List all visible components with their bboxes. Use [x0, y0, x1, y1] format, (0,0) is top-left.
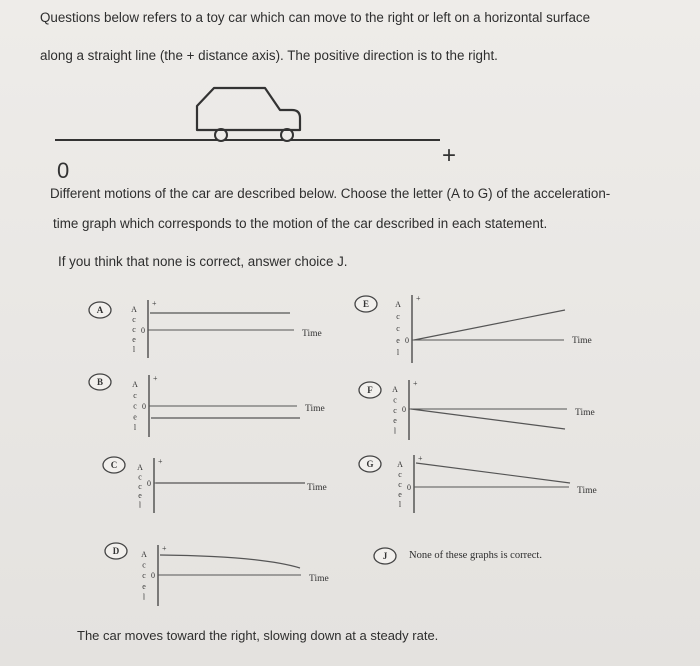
time-axis-label: Time: [572, 336, 592, 346]
graph-choice-g: [359, 454, 597, 513]
axis-letter: A: [397, 460, 403, 469]
axis-letter: c: [142, 571, 146, 581]
instructions-line-3: If you think that none is correct, answer choice J.: [58, 254, 348, 269]
time-axis-label: Time: [307, 483, 327, 493]
axis-letter: e: [398, 490, 402, 499]
axis-letter: A: [395, 300, 401, 309]
choice-letter: J: [382, 551, 388, 561]
axis-letter: c: [138, 472, 142, 482]
intro-line-2: along a straight line (the + distance axis). The positive direction is to the right.: [40, 48, 498, 63]
axis-letter: l: [142, 592, 146, 602]
axis-letter: c: [133, 401, 137, 411]
axis-letter: c: [393, 405, 397, 415]
axis-letter: e: [138, 491, 142, 501]
choice-letter: G: [366, 459, 374, 469]
axis-letter: c: [133, 390, 137, 400]
statement-text: The car moves toward the right, slowing down at a steady rate.: [77, 628, 439, 643]
axis-letter: A: [131, 305, 137, 314]
axis-zero-label: 0: [142, 402, 146, 411]
axis-letter: A: [141, 550, 147, 559]
graph-choice-d: [105, 543, 329, 606]
axis-plus-mark: +: [416, 294, 421, 303]
axis-letter: c: [393, 395, 397, 405]
axis-letter: e: [132, 335, 136, 344]
positive-label: +: [442, 142, 457, 169]
axis-letter: c: [396, 324, 400, 333]
graph-choice-c: [103, 457, 327, 513]
axis-plus-mark: +: [153, 374, 158, 383]
axis-letter: A: [137, 463, 143, 472]
graph-choice-e: [355, 294, 592, 363]
axis-plus-mark: +: [418, 454, 423, 463]
axis-zero-label: 0: [147, 479, 151, 488]
axis-plus-mark: +: [158, 457, 163, 466]
choice-j: [374, 548, 396, 564]
graph-choice-b: [89, 374, 325, 437]
axis-plus-mark: +: [413, 379, 418, 388]
axis-zero-label: 0: [405, 336, 409, 345]
axis-letter: e: [142, 581, 146, 591]
axis-plus-mark: +: [152, 299, 157, 308]
origin-label: 0: [57, 158, 70, 183]
axis-zero-label: 0: [407, 483, 411, 492]
graph-curve: [414, 310, 565, 340]
time-axis-label: Time: [575, 408, 595, 418]
choice-letter: C: [110, 460, 118, 470]
axis-plus-mark: +: [162, 544, 167, 553]
axis-letter: c: [398, 470, 402, 479]
axis-letter: c: [398, 480, 402, 489]
axis-letter: c: [132, 315, 136, 324]
axis-letter: l: [138, 500, 142, 510]
axis-letter: l: [393, 426, 397, 436]
graph-curve: [160, 555, 300, 568]
time-axis-label: Time: [305, 404, 325, 414]
axis-letter: l: [132, 345, 136, 354]
axis-letter: A: [392, 385, 398, 394]
axis-zero-label: 0: [141, 326, 145, 335]
instructions-line-2: time graph which corresponds to the motion of the car described in each statement.: [53, 216, 548, 231]
graph-curve: [416, 463, 570, 483]
instructions-line-1: Different motions of the car are described below. Choose the letter (A to G) of the acceleration-: [50, 186, 611, 201]
axis-letter: l: [396, 348, 400, 357]
choice-letter: A: [96, 305, 104, 315]
axis-letter: l: [133, 423, 137, 433]
axis-letter: e: [396, 336, 400, 345]
axis-letter: c: [142, 560, 146, 570]
time-axis-label: Time: [309, 574, 329, 584]
axis-letter: e: [133, 412, 137, 422]
axis-zero-label: 0: [402, 405, 406, 414]
axis-letter: A: [132, 380, 138, 389]
axis-letter: c: [396, 312, 400, 321]
choice-letter: B: [96, 377, 104, 387]
graph-choice-a: [89, 299, 322, 358]
axis-letter: c: [138, 481, 142, 491]
graph-curve: [411, 409, 565, 429]
choice-j-text: None of these graphs is correct.: [409, 550, 542, 561]
axis-zero-label: 0: [151, 571, 155, 580]
time-axis-label: Time: [577, 486, 597, 496]
intro-line-1: Questions below refers to a toy car which can move to the right or left on a horizontal surface: [40, 10, 591, 25]
axis-letter: l: [398, 500, 402, 509]
axis-letter: c: [132, 325, 136, 334]
graph-choice-f: [359, 379, 595, 440]
choice-letter: F: [367, 385, 373, 395]
choice-letter: D: [112, 546, 120, 556]
axis-letter: e: [393, 416, 397, 426]
time-axis-label: Time: [302, 329, 322, 339]
choice-letter: E: [362, 299, 370, 309]
